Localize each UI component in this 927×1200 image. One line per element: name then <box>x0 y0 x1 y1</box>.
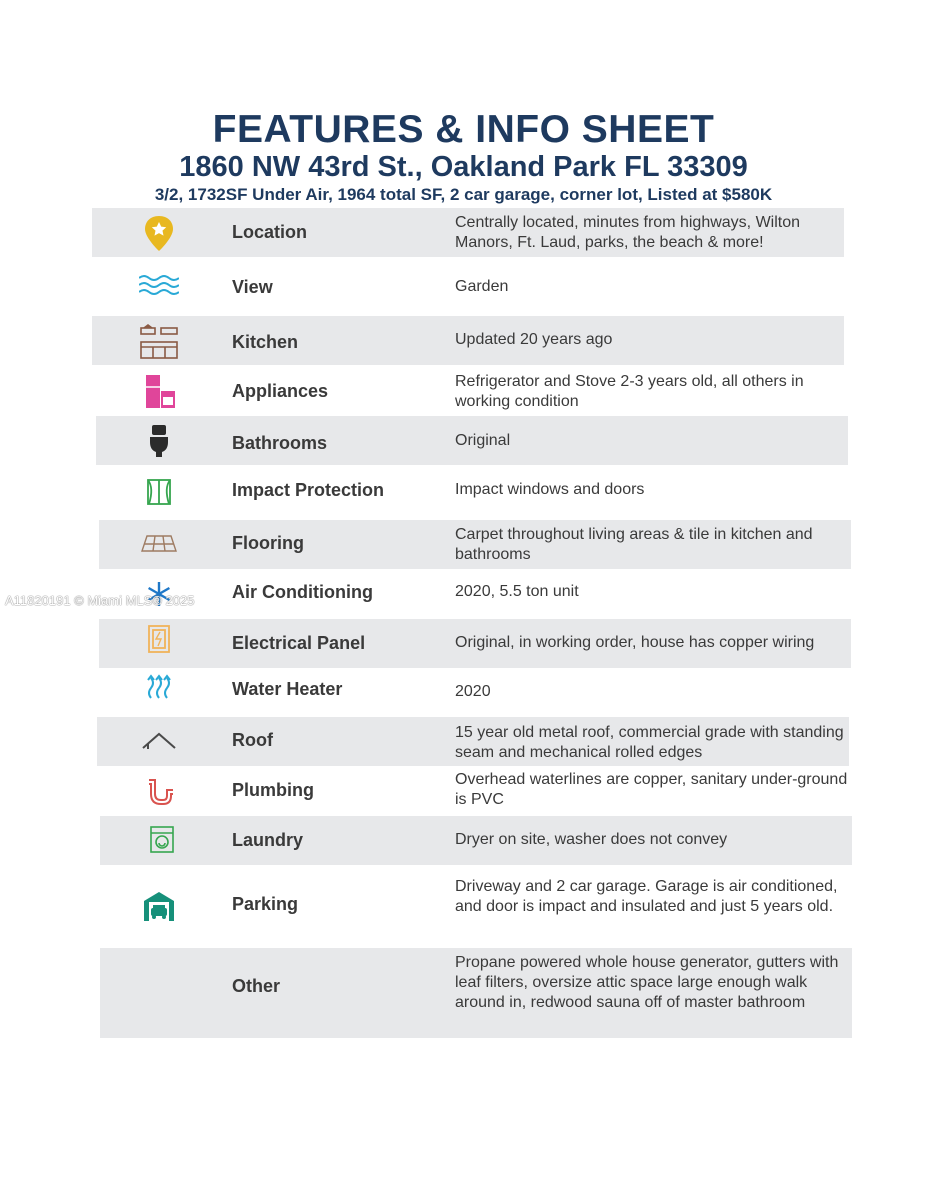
heat-waves-icon <box>139 668 179 708</box>
sheet-title: FEATURES & INFO SHEET <box>212 108 715 151</box>
feature-label: Laundry <box>232 830 304 850</box>
pipe-icon <box>139 772 179 812</box>
feature-value: Centrally located, minutes from highways, Wilton Manors, Ft. Laud, parks, the beach & more! <box>455 214 801 251</box>
window-curtains-icon <box>139 472 179 512</box>
feature-label: Water Heater <box>232 679 343 699</box>
feature-value: 15 year old metal roof, commercial grade with standing seam and mechanical rolled edges <box>455 724 844 761</box>
feature-value: Carpet throughout living areas & tile in kitchen and bathrooms <box>455 526 813 563</box>
feature-value: Impact windows and doors <box>455 481 645 498</box>
feature-label: Plumbing <box>232 780 314 800</box>
feature-value: Dryer on site, washer does not convey <box>455 831 728 848</box>
feature-label: Kitchen <box>232 332 299 352</box>
feature-value: 2020 <box>455 683 491 700</box>
toilet-icon <box>139 422 179 462</box>
feature-label: Electrical Panel <box>232 633 366 653</box>
location-pin-icon <box>139 213 179 253</box>
mls-watermark: A11820191 © Miami MLS® 2025 <box>5 593 195 608</box>
fridge-stove-icon <box>143 372 183 412</box>
feature-value: Garden <box>455 278 509 295</box>
garage-car-icon <box>139 887 179 927</box>
water-waves-icon <box>139 266 179 306</box>
wood-floor-icon <box>139 524 179 564</box>
feature-value: Overhead waterlines are copper, sanitary under-ground is PVC <box>455 771 848 808</box>
feature-value: Updated 20 years ago <box>455 331 613 348</box>
feature-value: Original <box>455 432 511 449</box>
feature-value: Original, in working order, house has copper wiring <box>455 634 815 651</box>
property-summary: 3/2, 1732SF Under Air, 1964 total SF, 2 car garage, corner lot, Listed at $580K <box>154 185 773 204</box>
feature-label: Flooring <box>232 533 304 553</box>
roof-icon <box>139 721 179 761</box>
feature-label: View <box>232 277 273 297</box>
feature-label: Parking <box>232 894 299 914</box>
feature-value: Refrigerator and Stove 2-3 years old, all others in working condition <box>455 373 804 410</box>
feature-value: Propane powered whole house generator, gutters with leaf filters, oversize attic space large enough walk around in, redwood sauna off of master bathroom <box>455 954 839 1011</box>
feature-label: Air Conditioning <box>232 582 373 602</box>
feature-label: Appliances <box>232 381 329 401</box>
electrical-panel-icon <box>139 622 179 662</box>
feature-label: Bathrooms <box>232 433 328 453</box>
feature-label: Roof <box>232 730 273 750</box>
feature-value: 2020, 5.5 ton unit <box>455 583 579 600</box>
property-address: 1860 NW 43rd St., Oakland Park FL 33309 <box>179 151 748 183</box>
feature-label: Other <box>232 976 281 996</box>
feature-label: Impact Protection <box>232 480 385 500</box>
feature-label: Location <box>232 222 307 242</box>
washing-machine-icon <box>143 820 183 860</box>
feature-value: Driveway and 2 car garage. Garage is air conditioned, and door is impact and insulated and just 5 years old. <box>455 878 838 915</box>
kitchen-cabinets-icon <box>139 323 179 363</box>
